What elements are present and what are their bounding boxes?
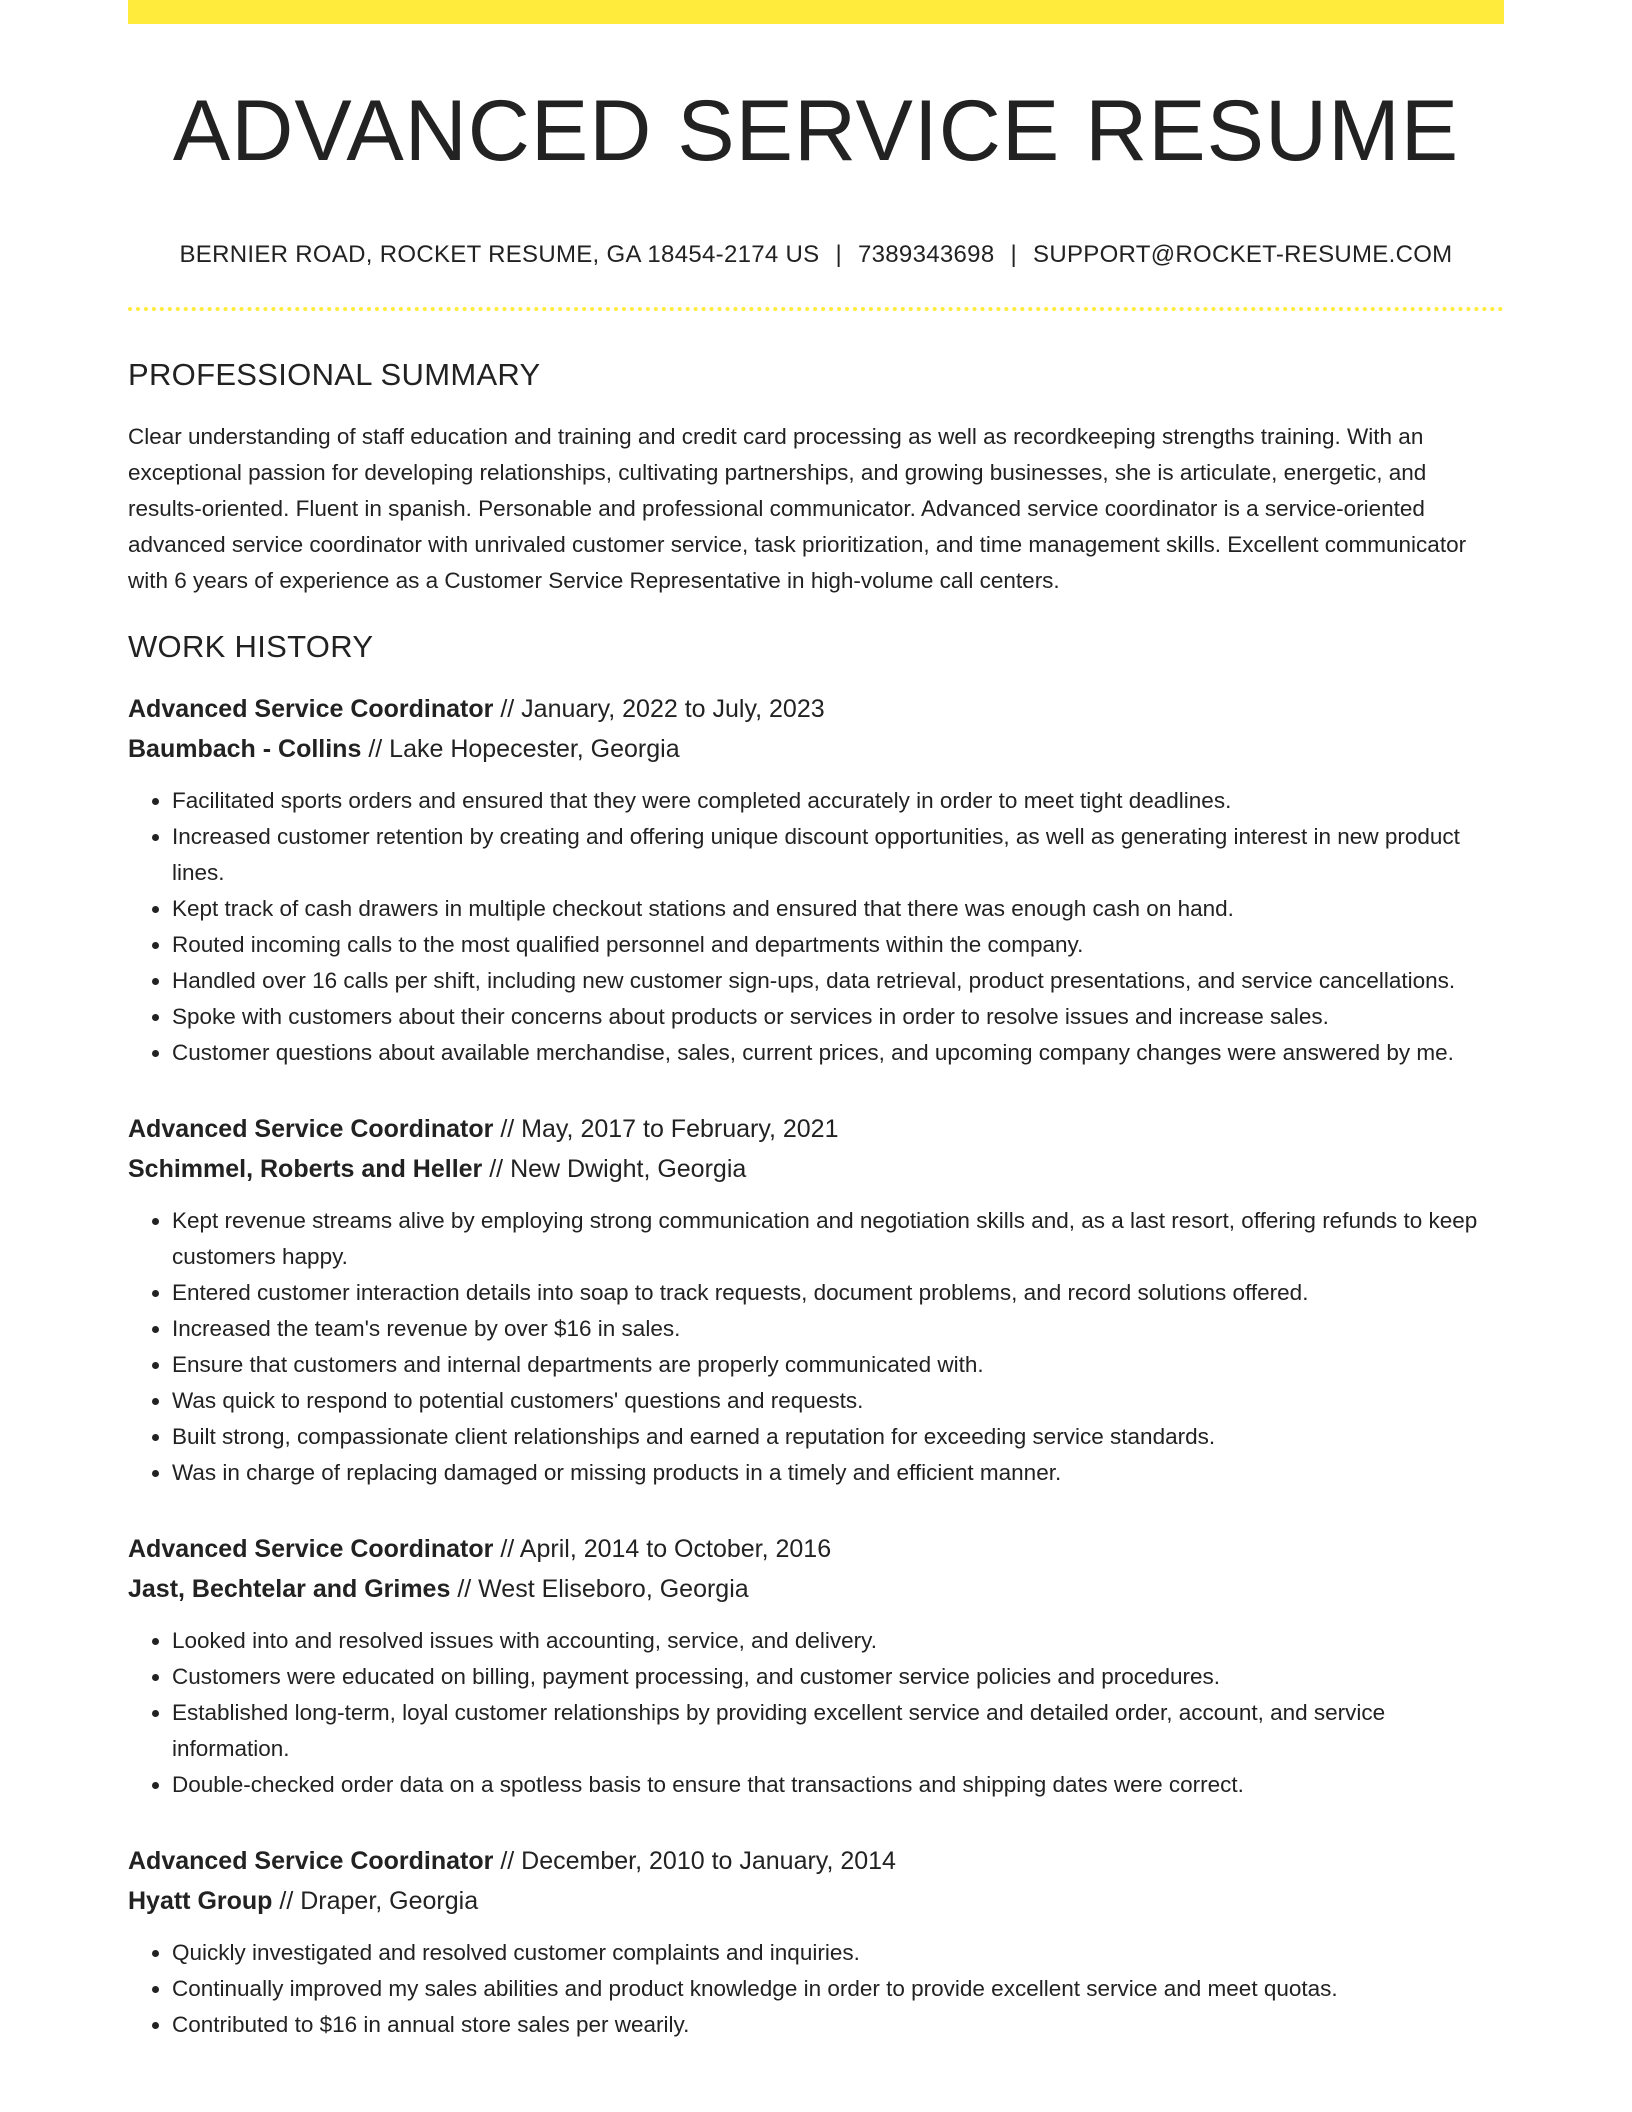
job-dates: // December, 2010 to January, 2014: [500, 1846, 896, 1875]
job-entry: [128, 1109, 1504, 1491]
bullet-item: • Was quick to respond to potential customers' questions and requests.: [172, 1383, 1504, 1419]
phone-number: 7389343698: [857, 240, 995, 268]
job-title-line: [128, 1841, 1504, 1881]
bullet-item: • Established long-term, loyal customer relationships by providing excellent service and detailed order, account, and service information.: [172, 1695, 1504, 1767]
bullet-item: • Built strong, compassionate client relationships and earned a reputation for exceeding service standards.: [172, 1419, 1504, 1455]
company-location: // Lake Hopecester, Georgia: [368, 734, 680, 763]
job-company-line: [128, 1149, 1504, 1189]
bullet-item: • Routed incoming calls to the most qualified personnel and departments within the company.: [172, 927, 1504, 963]
bullet-item: • Contributed to $16 in annual store sales per wearily.: [172, 2007, 1504, 2043]
company-name: Jast, Bechtelar and Grimes: [128, 1574, 451, 1603]
company-location: // New Dwight, Georgia: [489, 1154, 747, 1183]
bullet-item: • Customers were educated on billing, payment processing, and customer service policies and procedures.: [172, 1659, 1504, 1695]
bullet-item: • Facilitated sports orders and ensured that they were completed accurately in order to meet tight deadlines.: [172, 783, 1504, 819]
job-dates: // January, 2022 to July, 2023: [500, 694, 825, 723]
address: BERNIER ROAD, ROCKET RESUME, GA 18454-2174 US: [179, 240, 820, 268]
dotted-divider: [128, 307, 1504, 311]
bullet-item: • Quickly investigated and resolved customer complaints and inquiries.: [172, 1935, 1504, 1971]
contact-separator: |: [1010, 240, 1018, 268]
job-entry: [128, 1841, 1504, 2043]
bullet-item: • Handled over 16 calls per shift, including new customer sign-ups, data retrieval, product presentations, and service cancellations.: [172, 963, 1504, 999]
bullet-item: • Double-checked order data on a spotless basis to ensure that transactions and shipping dates were correct.: [172, 1767, 1504, 1803]
job-title: Advanced Service Coordinator: [128, 1534, 494, 1563]
bullet-item: • Spoke with customers about their concerns about products or services in order to resolve issues and increase sales.: [172, 999, 1504, 1035]
bullet-item: • Kept track of cash drawers in multiple checkout stations and ensured that there was enough cash on hand.: [172, 891, 1504, 927]
bullet-item: • Ensure that customers and internal departments are properly communicated with.: [172, 1347, 1504, 1383]
bullet-item: • Increased the team's revenue by over $16 in sales.: [172, 1311, 1504, 1347]
bullet-item: • Was in charge of replacing damaged or missing products in a timely and efficient manner.: [172, 1455, 1504, 1491]
bullet-item: • Customer questions about available merchandise, sales, current prices, and upcoming company changes were answered by me.: [172, 1035, 1504, 1071]
job-company-line: [128, 1569, 1504, 1609]
company-location: // Draper, Georgia: [279, 1886, 479, 1915]
company-name: Baumbach - Collins: [128, 734, 362, 763]
bullet-item: • Continually improved my sales abilities and product knowledge in order to provide excellent service and meet quotas.: [172, 1971, 1504, 2007]
job-title: Advanced Service Coordinator: [128, 1846, 494, 1875]
job-bullets: [128, 1935, 1504, 2043]
job-entry: [128, 1529, 1504, 1803]
bullet-item: • Increased customer retention by creating and offering unique discount opportunities, as well as generating interest in new product lines.: [172, 819, 1504, 891]
job-dates: // May, 2017 to February, 2021: [500, 1114, 839, 1143]
job-entry: [128, 689, 1504, 1071]
job-company-line: [128, 1881, 1504, 1921]
resume-page: [128, 0, 1504, 2043]
company-name: Schimmel, Roberts and Heller: [128, 1154, 483, 1183]
job-title: Advanced Service Coordinator: [128, 694, 494, 723]
company-name: Hyatt Group: [128, 1886, 273, 1915]
resume-title: ADVANCED SERVICE RESUME: [172, 83, 1460, 179]
job-title-line: [128, 1109, 1504, 1149]
top-accent-bar: [128, 0, 1504, 24]
job-company-line: [128, 729, 1504, 769]
job-title-line: [128, 1529, 1504, 1569]
work-history-heading: WORK HISTORY: [128, 628, 374, 664]
job-bullets: [128, 1623, 1504, 1803]
email-address: SUPPORT@ROCKET-RESUME.COM: [1033, 240, 1453, 268]
job-bullets: [128, 1203, 1504, 1491]
contact-separator: |: [835, 240, 842, 268]
summary-text: Clear understanding of staff education and training and credit card processing as well as recordkeeping strengths training. With an exceptional passion for developing relationships, cultivating partnerships, and growing businesses, she is articulate, energetic, and results-oriented. Fluent in spanish. Personable and professional communicator. Advanced service coordinator is a service-oriented advanced service coordinator with unrivaled customer service, task prioritization, and time management skills. Excellent communicator with 6 years of experience as a Customer Service Representative in high-volume call centers.: [128, 423, 1467, 593]
job-dates: // April, 2014 to October, 2016: [500, 1534, 832, 1563]
bullet-item: • Looked into and resolved issues with accounting, service, and delivery.: [172, 1623, 1504, 1659]
company-location: // West Eliseboro, Georgia: [457, 1574, 749, 1603]
job-bullets: [128, 783, 1504, 1071]
bullet-item: • Entered customer interaction details into soap to track requests, document problems, and record solutions offered.: [172, 1275, 1504, 1311]
summary-heading: PROFESSIONAL SUMMARY: [128, 356, 541, 392]
job-title-line: [128, 689, 1504, 729]
bullet-item: • Kept revenue streams alive by employing strong communication and negotiation skills and, as a last resort, offering refunds to keep customers happy.: [172, 1203, 1504, 1275]
contact-line: [128, 241, 1504, 269]
job-title: Advanced Service Coordinator: [128, 1114, 494, 1143]
